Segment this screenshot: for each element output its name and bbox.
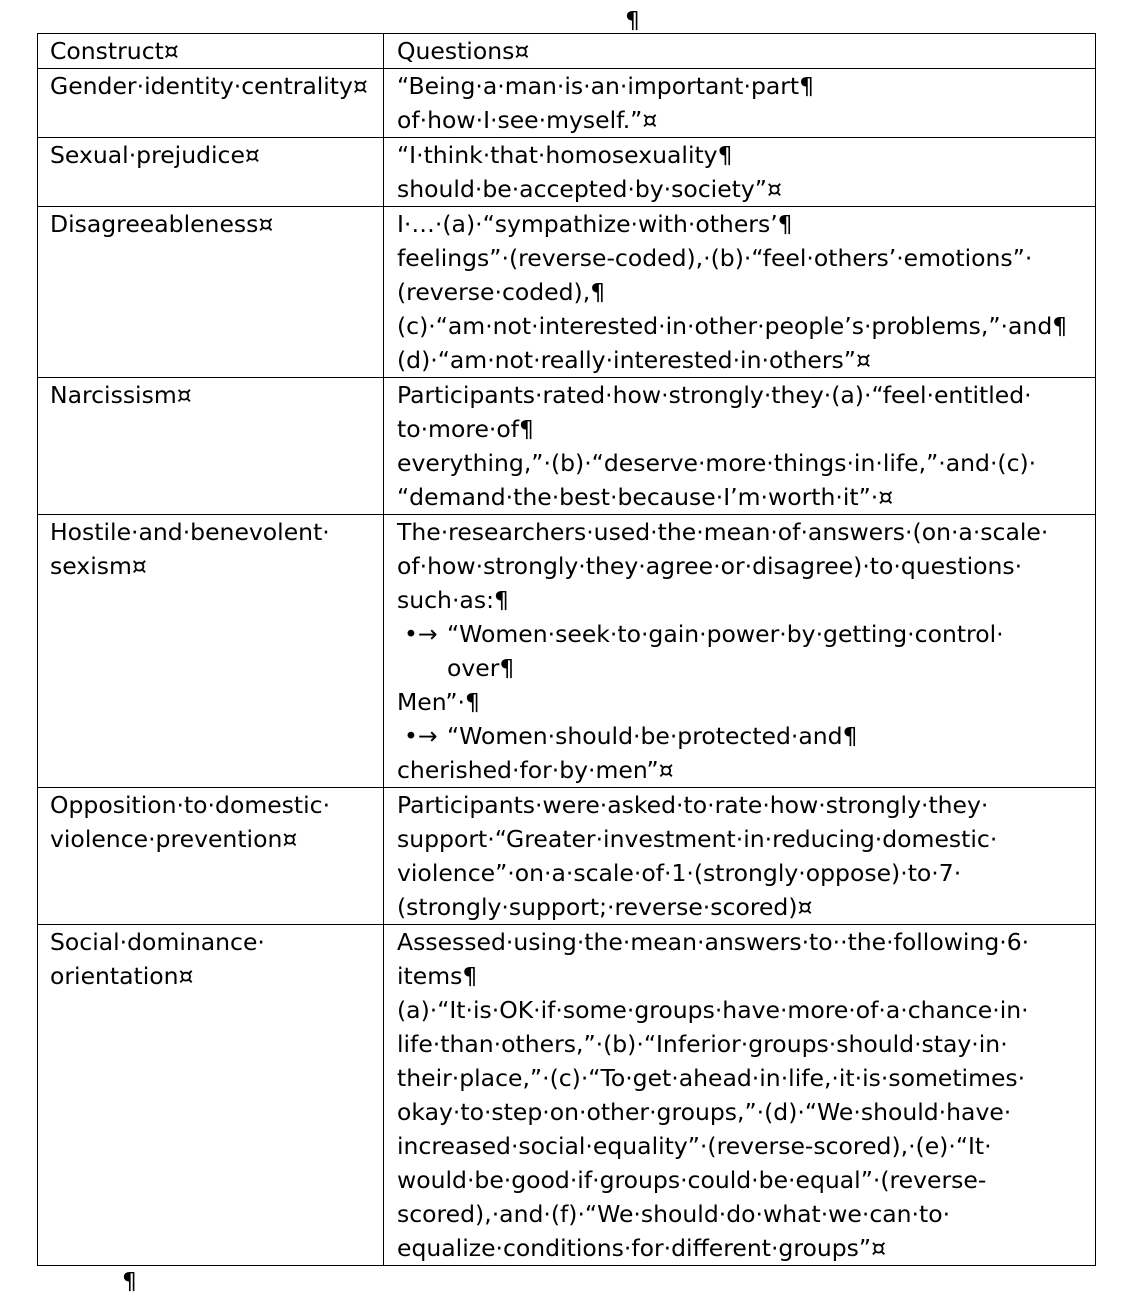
cell-line: cherished·for·by·men”¤ [397, 756, 674, 784]
cell-line: their·place,”·(c)·“To·get·ahead·in·life,·it·is·sometimes· [397, 1064, 1026, 1092]
cell-line: feelings”·(reverse-coded),·(b)·“feel·others’·emotions”· [397, 244, 1033, 272]
bullet-item [397, 719, 1095, 753]
cell-line: The·researchers·used·the·mean·of·answers·(on·a·scale· [397, 518, 1049, 546]
cell-line: would·be·good·if·groups·could·be·equal”·(reverse- [397, 1166, 987, 1194]
construct-cell[interactable] [38, 69, 384, 138]
cell-line: of·how·strongly·they·agree·or·disagree)·to·questions· [397, 552, 1023, 580]
cell-line: should·be·accepted·by·society”¤ [397, 175, 782, 203]
cell-line: life·than·others,”·(b)·“Inferior·groups·should·stay·in· [397, 1030, 1008, 1058]
questions-cell[interactable] [384, 925, 1096, 1266]
cell-line: orientation¤ [50, 962, 194, 990]
construct-cell[interactable] [38, 378, 384, 515]
cell-line: Sexual·prejudice¤ [50, 141, 260, 169]
cell-line: violence·prevention¤ [50, 825, 298, 853]
cell-line: (strongly·support;·reverse·scored)¤ [397, 893, 813, 921]
cell-line: Narcissism¤ [50, 381, 192, 409]
questions-cell[interactable] [384, 515, 1096, 788]
bullet-item [397, 617, 1095, 651]
construct-cell[interactable] [38, 925, 384, 1266]
cell-line: Assessed·using·the·mean·answers·to··the·following·6· [397, 928, 1030, 956]
cell-line: everything,”·(b)·“deserve·more·things·in·life,”·and·(c)· [397, 449, 1037, 477]
cell-line: Participants·were·asked·to·rate·how·strongly·they· [397, 791, 989, 819]
questions-cell[interactable] [384, 788, 1096, 925]
cell-line: Opposition·to·domestic· [50, 791, 331, 819]
construct-cell[interactable] [38, 515, 384, 788]
cell-line: Social·dominance· [50, 928, 265, 956]
paragraph-mark-bottom: ¶ [122, 1267, 137, 1295]
header-questions[interactable]: Questions¤ [384, 34, 1096, 69]
table-header-row [38, 34, 1096, 69]
table-row [38, 378, 1096, 515]
table-row [38, 207, 1096, 378]
cell-line: (reverse·coded),¶ [397, 278, 606, 306]
cell-line: Participants·rated·how·strongly·they·(a)·“feel·entitled· [397, 381, 1032, 409]
constructs-table [37, 33, 1096, 1266]
cell-line: “Being·a·man·is·an·important·part¶ [397, 72, 815, 100]
cell-line: sexism¤ [50, 552, 147, 580]
cell-line: to·more·of¶ [397, 415, 535, 443]
cell-line: (d)·“am·not·really·interested·in·others”¤ [397, 346, 871, 374]
table-row [38, 788, 1096, 925]
table-row [38, 515, 1096, 788]
cell-line: okay·to·step·on·other·groups,”·(d)·“We·should·have· [397, 1098, 1012, 1126]
bullet-marker: •→ [404, 620, 438, 648]
cell-line: items¶ [397, 962, 478, 990]
table-row [38, 138, 1096, 207]
cell-line: scored),·and·(f)·“We·should·do·what·we·can·to· [397, 1200, 951, 1228]
cell-line: such·as:¶ [397, 586, 509, 614]
questions-cell[interactable] [384, 138, 1096, 207]
cell-line: equalize·conditions·for·different·groups”¤ [397, 1234, 887, 1262]
bullet-text: “Women·seek·to·gain·power·by·getting·control· [447, 620, 1004, 648]
construct-cell[interactable] [38, 138, 384, 207]
construct-cell[interactable] [38, 207, 384, 378]
cell-line: violence”·on·a·scale·of·1·(strongly·oppose)·to·7· [397, 859, 962, 887]
cell-line: (c)·“am·not·interested·in·other·people’s·problems,”·and¶ [397, 312, 1068, 340]
cell-line: of·how·I·see·myself.”¤ [397, 106, 658, 134]
questions-cell[interactable] [384, 378, 1096, 515]
bullet-text: “Women·should·be·protected·and¶ [447, 722, 858, 750]
bullet-continuation: over¶ [447, 654, 515, 682]
cell-line: increased·social·equality”·(reverse-scored),·(e)·“It· [397, 1132, 992, 1160]
cell-line: I·…·(a)·“sympathize·with·others’¶ [397, 210, 793, 238]
cell-line: Gender·identity·centrality¤ [50, 72, 368, 100]
cell-line: “I·think·that·homosexuality¶ [397, 141, 733, 169]
header-construct[interactable]: Construct¤ [38, 34, 384, 69]
cell-line: “demand·the·best·because·I’m·worth·it”·¤ [397, 483, 894, 511]
bullet-marker: •→ [404, 722, 438, 750]
cell-line: support·“Greater·investment·in·reducing·domestic· [397, 825, 998, 853]
cell-line: Men”·¶ [397, 688, 480, 716]
cell-line: Disagreeableness¤ [50, 210, 274, 238]
cell-line: (a)·“It·is·OK·if·some·groups·have·more·of·a·chance·in· [397, 996, 1029, 1024]
table-row [38, 69, 1096, 138]
table-row [38, 925, 1096, 1266]
questions-cell[interactable] [384, 69, 1096, 138]
cell-line: Hostile·and·benevolent· [50, 518, 330, 546]
questions-cell[interactable] [384, 207, 1096, 378]
paragraph-mark-top: ¶ [625, 6, 640, 34]
construct-cell[interactable] [38, 788, 384, 925]
